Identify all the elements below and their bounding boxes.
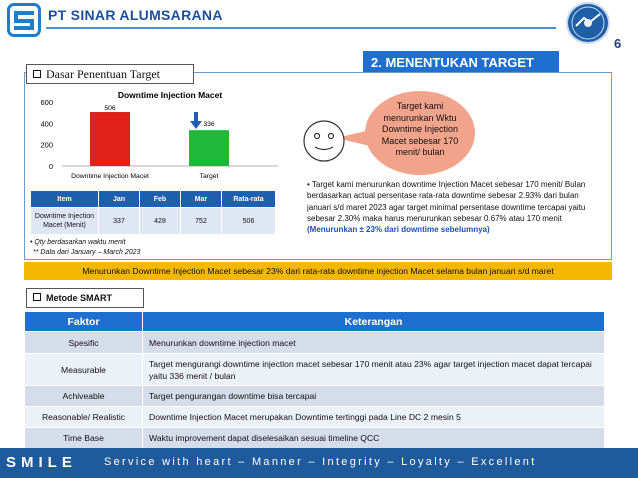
note-data-range: ** Data dari January – March 2023 xyxy=(33,249,141,256)
chart-title: Downtime Injection Macet xyxy=(117,90,223,100)
company-logo xyxy=(7,3,41,37)
target-description xyxy=(307,179,589,235)
downtime-bar-chart xyxy=(28,85,298,185)
smart-header-row xyxy=(25,312,605,332)
smart-header-cell: Keterangan xyxy=(143,312,605,332)
note-qty: • Qty berdasarkan waktu menit xyxy=(30,239,126,246)
company-name: PT SINAR ALUMSARANA xyxy=(48,7,223,23)
y-tick-label: 200 xyxy=(40,140,53,150)
smiley-face-icon xyxy=(302,119,346,163)
y-tick-label: 600 xyxy=(40,98,53,107)
table-row xyxy=(25,407,605,428)
footer-motto: Service with heart – Manner – Integrity – Loyalty – Excellent xyxy=(104,456,537,468)
table-cell: Downtime Injection Macet (Menit) xyxy=(31,208,99,235)
table-header-cell: Rata-rata xyxy=(222,191,276,208)
checkbox-icon xyxy=(33,293,41,301)
metode-label-text: Metode SMART xyxy=(46,293,112,303)
y-tick-label: 0 xyxy=(48,162,53,171)
smart-desc: Downtime Injection Macet merupakan Downtime tertinggi pada Line DC 2 mesin 5 xyxy=(143,407,605,428)
smart-table xyxy=(24,311,605,449)
y-tick-label: 400 xyxy=(40,119,53,129)
smart-factor: Measurable xyxy=(25,354,143,386)
table-row xyxy=(25,332,605,354)
smart-factor: Reasonable/ Realistic xyxy=(25,407,143,428)
dasar-label xyxy=(26,64,194,84)
metode-label xyxy=(26,288,144,308)
table-row xyxy=(31,208,276,235)
footer-bar xyxy=(0,448,638,478)
table-header-cell: Mar xyxy=(181,191,222,208)
table-cell: 428 xyxy=(140,208,181,235)
header-divider xyxy=(46,27,556,29)
description-highlight: (Menurunkan ± 23% dari downtime sebelumnya) xyxy=(307,225,490,235)
table-header-row xyxy=(31,191,276,208)
smart-desc: Menurunkan downtime injection macet xyxy=(143,332,605,354)
table-cell: 752 xyxy=(181,208,222,235)
smart-factor: Time Base xyxy=(25,428,143,449)
table-cell: 506 xyxy=(222,208,276,235)
callout-text: Target kami menurunkan Wktu Downtime Injection Macet sebesar 170 menit/ bulan xyxy=(381,101,459,157)
data-label: 336 xyxy=(203,121,215,129)
table-header-cell: Jan xyxy=(99,191,140,208)
data-label: 506 xyxy=(104,105,116,113)
x-tick-label: Target xyxy=(199,173,219,180)
section-title: 2. MENENTUKAN TARGET xyxy=(363,51,559,73)
company-badge-icon xyxy=(566,2,610,44)
smart-factor: Spesific xyxy=(25,332,143,354)
table-row xyxy=(25,354,605,386)
table-header-cell: Item xyxy=(31,191,99,208)
table-cell: 337 xyxy=(99,208,140,235)
target-banner: Menurunkan Downtime Injection Macet sebesar 23% dari rata-rata downtime injection Macet selama bulan januari s/d maret xyxy=(24,262,612,280)
dasar-label-text: Dasar Penentuan Target xyxy=(46,67,161,81)
checkbox-icon xyxy=(33,70,41,78)
page-number: 6 xyxy=(614,36,622,51)
footer-smile: SMILE xyxy=(6,454,77,471)
table-row xyxy=(25,428,605,449)
table-row xyxy=(25,386,605,407)
bar xyxy=(189,130,229,166)
bar xyxy=(90,112,130,166)
smart-desc: Waktu improvement dapat diselesaikan sesuai timeline QCC xyxy=(143,428,605,449)
smart-desc: Target pengurangan downtime bisa tercapai xyxy=(143,386,605,407)
smart-desc: Target mengurangi downtime injection macet sebesar 170 menit atau 23% agar target injection macet dapat tercapai yaitu 336 menit / bulan xyxy=(143,354,605,386)
x-tick-label: Downtime Injection Macet xyxy=(71,173,149,180)
table-header-cell: Feb xyxy=(140,191,181,208)
description-text: • Target kami menurunkan downtime Injection Macet sebesar 170 menit/ Bulan berdasarkan actual persentase rata-rata downtime sebesar 2.93% dari bulan januari s/d maret 2023 agar target minimal persentase downtime tercapai yaitu sebesar 2.30% maka harus menurunkan sebesar 0.67% atau 170 menit xyxy=(307,180,586,223)
down-arrow-icon xyxy=(190,112,202,129)
smart-factor: Achiveable xyxy=(25,386,143,407)
smart-header-cell: Faktor xyxy=(25,312,143,332)
downtime-data-table xyxy=(30,190,276,235)
badge-emblem-icon xyxy=(568,4,608,42)
